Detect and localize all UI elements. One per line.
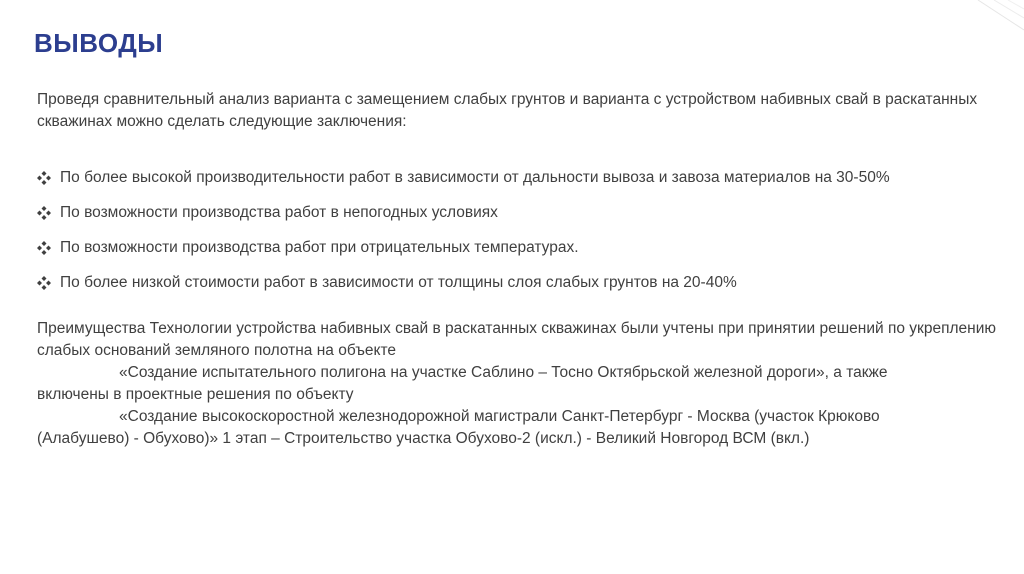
project-2-continuation: (Алабушево) - Обухово)» 1 этап – Строительство участка Обухово-2 (искл.) - Великий Новгород ВСМ (вкл.): [37, 430, 810, 447]
project-2-title: «Создание высокоскоростной железнодорожной магистрали Санкт-Петербург - Москва (участок Крюково: [119, 408, 880, 425]
slide-title: ВЫВОДЫ: [34, 28, 164, 58]
conclusion-paragraph: [37, 318, 997, 450]
diamond-quad-icon: [37, 276, 51, 290]
bullet-text: По более высокой производительности работ в зависимости от дальности вывоза и завоза материалов на 30-50%: [60, 169, 890, 186]
diamond-quad-icon: [37, 206, 51, 220]
project-1-continuation: включены в проектные решения по объекту: [37, 386, 354, 403]
corner-decoration: [964, 0, 1024, 32]
bullet-item: [37, 202, 1007, 224]
bullet-item: [37, 272, 1007, 294]
conclusion-line: Преимущества Технологии устройства набивных свай в раскатанных скважинах были учтены при принятии решений по укреплению слабых оснований земляного полотна на объекте: [37, 320, 996, 359]
bullet-text: По более низкой стоимости работ в зависимости от толщины слоя слабых грунтов на 20-40%: [60, 274, 737, 291]
intro-paragraph: Проведя сравнительный анализ варианта с замещением слабых грунтов и варианта с устройством набивных свай в раскатанных скважинах можно сделать следующие заключения:: [37, 91, 978, 130]
bullet-item: [37, 237, 1007, 259]
diamond-quad-icon: [37, 171, 51, 185]
diamond-quad-icon: [37, 241, 51, 255]
conclusion-bullet-list: [37, 167, 1007, 307]
bullet-text: По возможности производства работ в непогодных условиях: [60, 204, 498, 221]
bullet-text: По возможности производства работ при отрицательных температурах.: [60, 239, 579, 256]
project-1-title: «Создание испытательного полигона на участке Саблино – Тосно Октябрьской железной дороги», а также: [119, 364, 888, 381]
bullet-item: [37, 167, 1007, 189]
